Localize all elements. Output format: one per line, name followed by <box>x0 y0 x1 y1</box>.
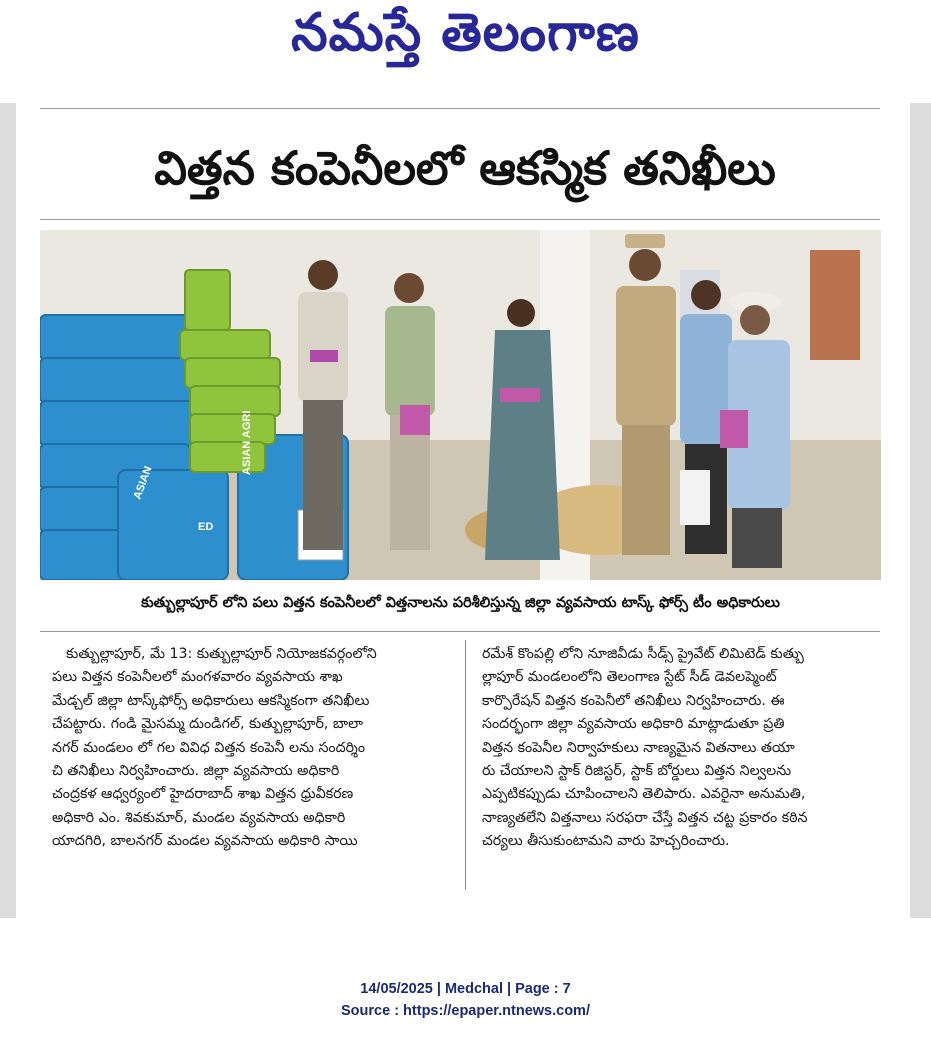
article-line: కార్పొరేషన్ విత్తన కంపెనీలో తనిఖీలు నిర్వహించారు. ఈ <box>482 692 785 709</box>
article-line: సందర్భంగా జిల్లా వ్యవసాయ అధికారి మాట్లాడుతూ ప్రతి <box>482 716 785 733</box>
top-rule <box>40 108 880 109</box>
article-line: చంద్రకళ ఆధ్వర్యంలో హైదరాబాద్ శాఖ విత్తన ధ్రువీకరణ <box>52 786 354 803</box>
article-line: చి తనిఖీలు నిర్వహించారు. జిల్లా వ్యవసాయ అధికారి <box>52 763 340 780</box>
article-line: కుత్బుల్లాపూర్, మే 13: కుత్బుల్లాపూర్ నియోజకవర్గంలోని <box>66 646 377 662</box>
headline: విత్తన కంపెనీలలో ఆకస్మిక తనిఖీలు <box>154 141 776 195</box>
article-line: పలు విత్తన కంపెనీలలో మంగళవారం వ్యవసాయ శాఖ <box>52 669 343 686</box>
article-line: చేపట్టారు. గండి మైసమ్మ దుండిగల్, కుత్బుల్లాపూర్, బాలా <box>52 716 363 733</box>
masthead-logo: నమస్తే తెలంగాణ <box>291 2 640 63</box>
footer-dateline: 14/05/2025 | Medchal | Page : 7 <box>360 981 571 997</box>
headline-rule <box>40 219 880 220</box>
footer-source-link[interactable]: Source : https://epaper.ntnews.com/ <box>341 1003 590 1019</box>
column-divider <box>465 640 466 890</box>
article-line: యాదగిరి, బాలనగర్ మండల వ్యవసాయ అధికారి సాయి <box>52 833 358 850</box>
article-column-right <box>482 643 892 893</box>
caption-rule <box>40 631 880 632</box>
article-column-left <box>52 643 452 893</box>
news-photo <box>40 230 881 580</box>
bag-text-1: ASIAN <box>131 464 155 502</box>
article-line: విత్తన కంపెనీల నిర్వాహకులు నాణ్యమైన వితనాలు తయా <box>482 739 795 756</box>
article-line: ల్లాపూర్ మండలంలోని తెలంగాణ స్టేట్ సీడ్ డెవలప్మెంట్ <box>482 669 777 686</box>
article-line: రు చేయాలని స్టాక్ రిజిస్టర్, స్టాక్ బోర్డులు విత్తన నిల్వలను <box>482 763 792 780</box>
article-line: నగర్ మండలం లో గల వివిధ విత్తన కంపెనీ లను సందర్శిం <box>52 739 366 756</box>
article-line: చర్యలు తీసుకుంటామని వారు హెచ్చరించారు. <box>482 833 730 850</box>
article-line: అధికారి ఎం. శివకుమార్, మండల వ్యవసాయ అధికారి <box>52 809 346 826</box>
bag-text-3: ED <box>198 521 214 533</box>
article-line: నాణ్యతలేని విత్తనాలు సరఫరా చేస్తే విత్తన చట్ట ప్రకారం కఠిన <box>482 809 808 826</box>
article-line: రమేశ్ కొంపల్లి లోని నూజివీడు సీడ్స్ ప్రైవేట్ లిమిటెడ్ కుత్బు <box>482 646 804 662</box>
page-band-left <box>0 103 16 918</box>
article-line: మేడ్చల్ జిల్లా టాస్క్‌ఫోర్స్ అధికారులు ఆకస్మికంగా తనిఖీలు <box>52 692 370 709</box>
bag-text-2: ASIAN AGRI <box>241 410 253 475</box>
photo-caption: కుత్బుల్లాపూర్ లోని పలు విత్తన కంపెనీలలో విత్తనాలను పరిశీలిస్తున్న జిల్లా వ్యవసాయ టాస్క్ ఫోర్స్ టీం అధికారులు <box>141 595 780 611</box>
article-line: ఎప్పటికప్పుడు చూపించాలని తెలిపారు. ఎవరైనా అనుమతి, <box>482 786 806 803</box>
page-band-right <box>910 103 931 918</box>
masthead <box>0 0 931 78</box>
